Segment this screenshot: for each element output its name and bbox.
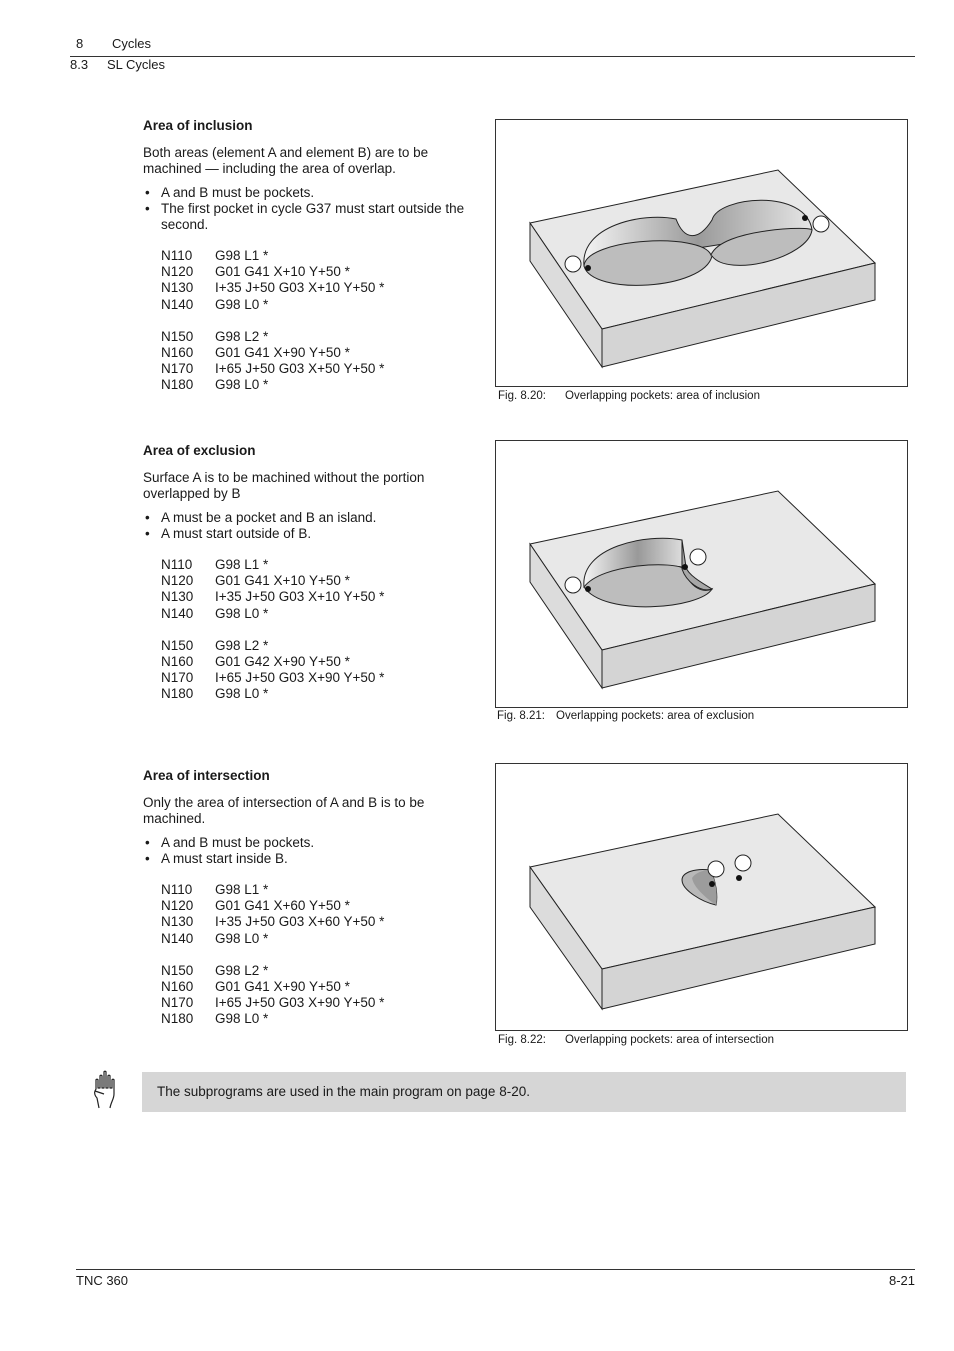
code-line [161,280,473,296]
line-number: N180 [161,1011,194,1027]
bullet-item: • A must be a pocket and B an island. [143,510,473,526]
footer-product: TNC 360 [76,1273,129,1288]
bullet-list [143,510,473,542]
code-listing [161,882,473,1028]
note-text: The subprograms are used in the main program on page 8-20. [157,1084,530,1099]
code-listing [161,248,473,394]
bullet-list [143,185,473,233]
code-text: G01 G41 X+90 Y+50 * [215,344,350,360]
code-line [161,1011,473,1027]
code-text: G98 L0 * [215,686,269,702]
code-line [161,914,473,930]
line-number: N150 [161,328,194,344]
section-number: 8.3 [70,57,89,72]
code-text: G01 G41 X+10 Y+50 * [215,573,350,589]
section-heading: Area of exclusion [143,443,256,458]
code-text: G98 L1 * [215,882,269,897]
code-line [161,654,473,670]
code-text: G98 L2 * [215,637,269,653]
code-line [161,264,473,280]
code-text: G98 L0 * [215,377,269,393]
line-number: N110 [161,557,193,572]
line-number: N180 [161,377,194,393]
line-number: N140 [161,296,194,312]
figure-label: Fig. 8.20: [498,390,546,402]
code-line [161,995,473,1011]
chapter-number: 8 [76,36,84,51]
bullet-item: • A and B must be pockets. [143,185,473,201]
line-number: N170 [161,670,194,686]
line-number: N110 [161,882,193,897]
code-line [161,557,473,573]
figure-caption [497,710,754,722]
code-text: G98 L1 * [215,248,269,263]
figure-caption-text: Overlapping pockets: area of inclusion [565,390,760,402]
pointing-hand-icon [90,1070,120,1115]
line-number: N120 [161,573,194,589]
code-text: G98 L0 * [215,930,269,946]
section-description: Both areas (element A and element B) are to be machined — including the area of overlap. [143,145,429,176]
line-number: N110 [161,248,193,263]
line-number: N130 [161,280,194,296]
code-line [161,882,473,898]
code-line [161,361,473,377]
line-number: N150 [161,637,194,653]
code-text: I+35 J+50 G03 X+10 Y+50 * [215,589,385,605]
chapter-header [76,36,151,51]
code-text: G01 G41 X+90 Y+50 * [215,978,350,994]
code-line [161,979,473,995]
figure-caption-text: Overlapping pockets: area of intersection [565,1034,775,1046]
line-number: N140 [161,605,194,621]
code-line [161,248,473,264]
note-box [142,1072,906,1112]
code-text: I+35 J+50 G03 X+60 Y+50 * [215,914,385,930]
section-exclusion [143,443,473,703]
section-inclusion [143,118,473,394]
bullet-item: • A and B must be pockets. [143,835,473,851]
line-number: N140 [161,930,194,946]
code-line [161,686,473,702]
figure-label: Fig. 8.22: [498,1034,546,1046]
chapter-title: Cycles [112,36,152,51]
code-text: G98 L1 * [215,557,269,572]
code-text: I+35 J+50 G03 X+10 Y+50 * [215,280,385,296]
code-line [161,670,473,686]
code-line [161,931,473,947]
intersection-illustration [496,764,907,1030]
code-text: G98 L0 * [215,296,269,312]
bullet-item: • A must start outside of B. [143,526,473,542]
figure-caption [498,390,760,402]
code-line [161,377,473,393]
line-number: N160 [161,344,194,360]
exclusion-illustration [496,441,907,707]
line-number: N170 [161,995,194,1011]
code-text: G01 G41 X+10 Y+50 * [215,264,350,280]
code-text: G98 L2 * [215,328,269,344]
figure-label: Fig. 8.21: [497,710,545,722]
figure-exclusion [495,440,908,708]
bullet-item: • The first pocket in cycle G37 must start outside the second. [143,201,473,233]
code-line [161,297,473,313]
line-number: N130 [161,589,194,605]
footer-rule [76,1269,915,1270]
line-number: N180 [161,686,194,702]
code-line [161,345,473,361]
line-number: N130 [161,914,194,930]
code-text: G01 G41 X+60 Y+50 * [215,898,350,914]
code-line [161,329,473,345]
line-number: N120 [161,264,194,280]
bullet-list [143,835,473,867]
line-number: N160 [161,653,194,669]
code-text: G98 L2 * [215,962,269,978]
figure-caption-text: Overlapping pockets: area of exclusion [556,710,755,722]
code-listing [161,557,473,703]
line-number: N120 [161,898,194,914]
bullet-item: • A must start inside B. [143,851,473,867]
code-line [161,573,473,589]
code-line [161,898,473,914]
section-header [70,57,165,72]
code-text: G98 L0 * [215,1011,269,1027]
line-number: N160 [161,978,194,994]
figure-intersection [495,763,908,1031]
code-text: G98 L0 * [215,605,269,621]
section-heading: Area of intersection [143,768,270,783]
code-line [161,589,473,605]
section-heading: Area of inclusion [143,118,253,133]
line-number: N150 [161,962,194,978]
section-description: Only the area of intersection of A and B is to be machined. [143,795,425,826]
code-text: I+65 J+50 G03 X+90 Y+50 * [215,670,385,686]
section-description: Surface A is to be machined without the portion overlapped by B [143,470,425,501]
code-text: G01 G42 X+90 Y+50 * [215,653,350,669]
code-line [161,963,473,979]
code-text: I+65 J+50 G03 X+90 Y+50 * [215,995,385,1011]
line-number: N170 [161,361,194,377]
header-rule [70,56,915,57]
section-title: SL Cycles [107,57,166,72]
figure-inclusion [495,119,908,387]
inclusion-illustration [496,120,907,386]
code-line [161,606,473,622]
code-line [161,638,473,654]
code-text: I+65 J+50 G03 X+50 Y+50 * [215,361,385,377]
section-intersection [143,768,473,1028]
footer-page-number: 8-21 [888,1273,915,1288]
figure-caption [498,1034,774,1046]
